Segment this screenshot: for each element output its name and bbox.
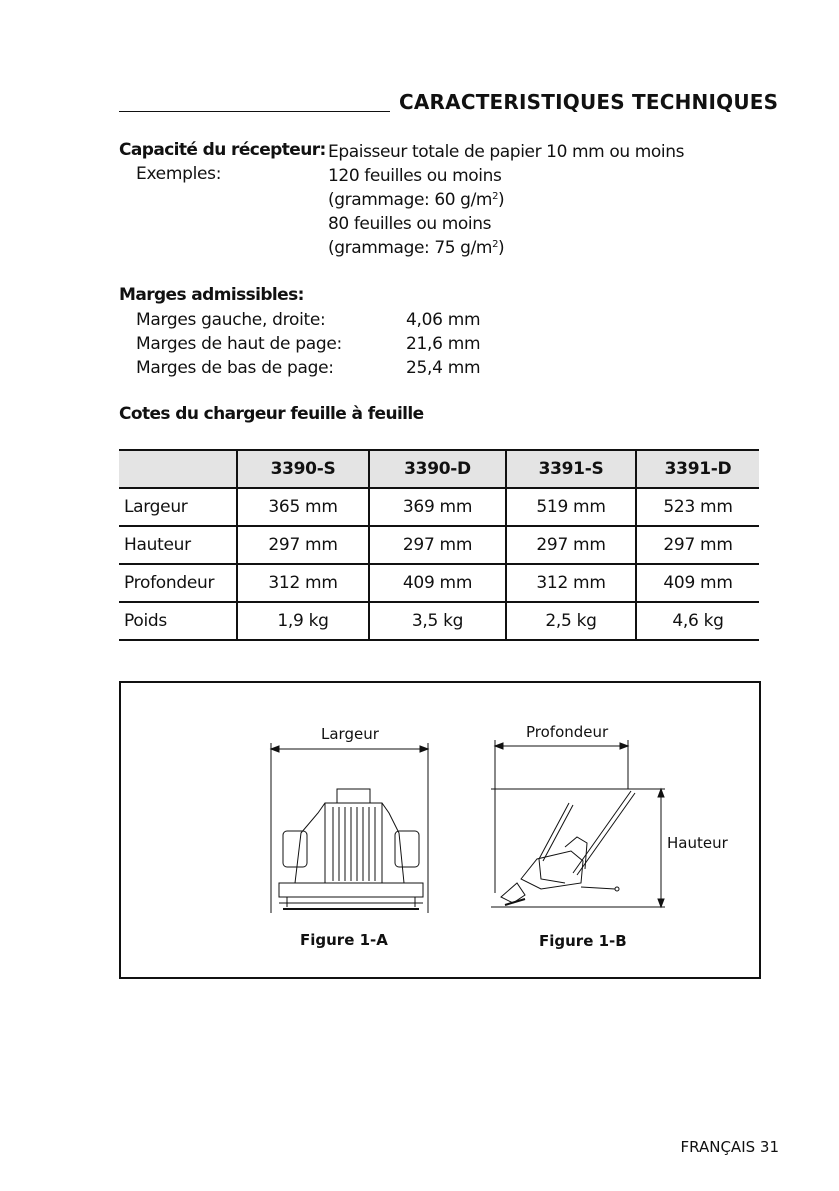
page-title: CARACTERISTIQUES TECHNIQUES bbox=[399, 90, 779, 114]
table-row bbox=[119, 602, 759, 640]
table-cell: 297 mm bbox=[369, 526, 506, 564]
table-header-row bbox=[119, 450, 759, 488]
row-label: Poids bbox=[119, 602, 237, 640]
page-footer: FRANÇAIS 31 bbox=[680, 1138, 779, 1156]
margin-label: Marges de bas de page: bbox=[136, 358, 334, 378]
margin-label: Marges gauche, droite: bbox=[136, 310, 326, 330]
table-cell: 297 mm bbox=[237, 526, 369, 564]
table-cell: 3,5 kg bbox=[369, 602, 506, 640]
capacity-line: 80 feuilles ou moins bbox=[328, 214, 492, 234]
table-header-cell: 3391-D bbox=[636, 450, 759, 488]
table-header-cell: 3391-S bbox=[506, 450, 636, 488]
dimensions-title: Cotes du chargeur feuille à feuille bbox=[119, 404, 424, 424]
table-cell: 365 mm bbox=[237, 488, 369, 526]
table-cell: 297 mm bbox=[636, 526, 759, 564]
capacity-line: Epaisseur totale de papier 10 mm ou moins bbox=[328, 142, 685, 162]
table-header-cell: 3390-S bbox=[237, 450, 369, 488]
margin-row bbox=[136, 332, 496, 356]
table-cell: 2,5 kg bbox=[506, 602, 636, 640]
capacity-line: 120 feuilles ou moins bbox=[328, 166, 502, 186]
figure-1b-caption: Figure 1-B bbox=[539, 932, 627, 950]
table-cell: 409 mm bbox=[636, 564, 759, 602]
table-cell: 523 mm bbox=[636, 488, 759, 526]
capacity-details bbox=[328, 140, 684, 260]
table-cell: 519 mm bbox=[506, 488, 636, 526]
capacity-line: (grammage: 75 $g/m^2$) bbox=[328, 238, 505, 258]
margin-value: 4,06 mm bbox=[406, 310, 481, 330]
margin-row bbox=[136, 308, 496, 332]
figure-drawings bbox=[121, 683, 759, 977]
margins-list bbox=[136, 308, 496, 380]
table-cell: 312 mm bbox=[506, 564, 636, 602]
table-row bbox=[119, 488, 759, 526]
figure-1b-drawing bbox=[491, 740, 665, 907]
depth-dimension-label: Profondeur bbox=[526, 723, 609, 741]
margins-title: Marges admissibles: bbox=[119, 285, 304, 305]
dimensions-table bbox=[119, 449, 759, 641]
table-cell: 409 mm bbox=[369, 564, 506, 602]
table-header-cell bbox=[119, 450, 237, 488]
height-dimension-label: Hauteur bbox=[667, 834, 728, 852]
margin-label: Marges de haut de page: bbox=[136, 334, 342, 354]
row-label: Hauteur bbox=[119, 526, 237, 564]
capacity-line: (grammage: 60 $g/m^2$) bbox=[328, 190, 505, 210]
header-rule bbox=[119, 111, 390, 112]
margin-value: 25,4 mm bbox=[406, 358, 481, 378]
table-cell: 4,6 kg bbox=[636, 602, 759, 640]
width-dimension-label: Largeur bbox=[321, 725, 379, 743]
table-cell: 312 mm bbox=[237, 564, 369, 602]
margin-row bbox=[136, 356, 496, 380]
capacity-label: Capacité du récepteur: bbox=[119, 140, 326, 160]
examples-label: Exemples: bbox=[136, 164, 222, 184]
row-label: Largeur bbox=[119, 488, 237, 526]
row-label: Profondeur bbox=[119, 564, 237, 602]
table-cell: 369 mm bbox=[369, 488, 506, 526]
table-header-cell: 3390-D bbox=[369, 450, 506, 488]
figure-1a-caption: Figure 1-A bbox=[300, 931, 388, 949]
figure-1a-drawing bbox=[271, 743, 428, 913]
figure-panel bbox=[119, 681, 761, 979]
margin-value: 21,6 mm bbox=[406, 334, 481, 354]
table-cell: 1,9 kg bbox=[237, 602, 369, 640]
table-cell: 297 mm bbox=[506, 526, 636, 564]
table-row bbox=[119, 564, 759, 602]
table-row bbox=[119, 526, 759, 564]
